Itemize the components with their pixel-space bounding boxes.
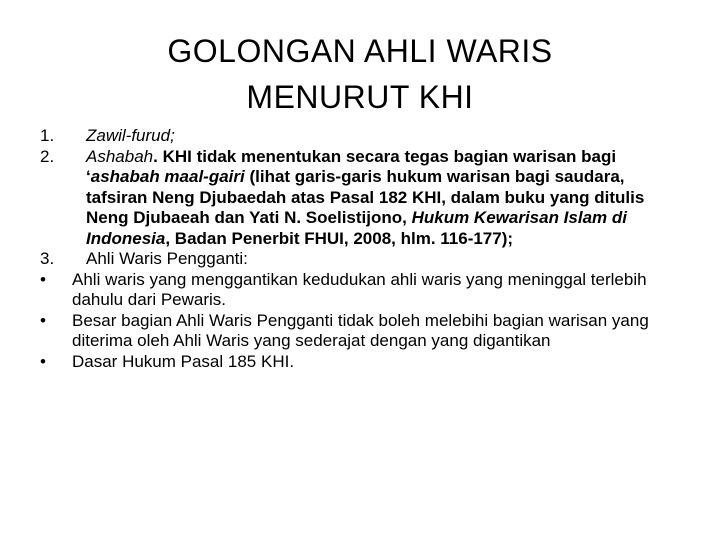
- item-2-text-a: . KHI tidak menentukan secara tegas bagian warisan bagi ‘: [86, 146, 617, 186]
- title-line-1: GOLONGAN AHLI WARIS: [167, 33, 553, 69]
- list-marker-2: 2.: [40, 146, 55, 166]
- bullet-item-3-text: Dasar Hukum Pasal 185 KHI.: [72, 351, 295, 371]
- list-item-3-text: Ahli Waris Pengganti:: [86, 249, 248, 268]
- item-2-text-c: , Badan Penerbit FHUI, 2008, hlm. 116-177);: [165, 228, 514, 248]
- item-2-text-b: (lihat garis-garis hukum warisan bagi saudara, tafsiran Neng Djubaedah atas Pasal 182 KHI, dalam buku yang ditulis Neng Djubaeah dan Yati N. Soelistijono,: [86, 167, 645, 227]
- list-marker-3: 3.: [40, 249, 55, 268]
- list-item-2: [40, 147, 690, 250]
- book-title: Hukum Kewarisan Islam di Indonesia: [86, 208, 627, 248]
- term-ashabah-maal-gairi: ashabah maal-gairi: [90, 167, 245, 186]
- bullet-item-1-text: Ahli waris yang menggantikan kedudukan ahli waris yang meninggal terlebih dahulu dari Pewaris.: [72, 269, 647, 309]
- list-item-3: [40, 249, 690, 270]
- list-item-1-text: Zawil-furud;: [86, 126, 175, 145]
- list-item-1: [40, 126, 690, 147]
- bullet-marker-3: •: [40, 351, 46, 371]
- term-ashabah: Ashabah: [86, 146, 154, 166]
- bullet-item-2: [40, 311, 690, 352]
- bullet-item-1: [40, 270, 690, 311]
- bullet-item-3: [40, 352, 690, 373]
- bullet-marker-1: •: [40, 269, 46, 289]
- list-marker-1: 1.: [40, 126, 55, 145]
- slide-title: [0, 28, 720, 120]
- bullet-marker-2: •: [40, 310, 46, 330]
- bullet-item-2-text: Besar bagian Ahli Waris Pengganti tidak boleh melebihi bagian warisan yang diterima oleh Ahli Waris yang sederajat dengan yang digantikan: [72, 310, 649, 350]
- slide-content: [40, 126, 690, 372]
- list-item-2-text: [86, 147, 690, 250]
- title-line-2: MENURUT KHI: [246, 79, 474, 115]
